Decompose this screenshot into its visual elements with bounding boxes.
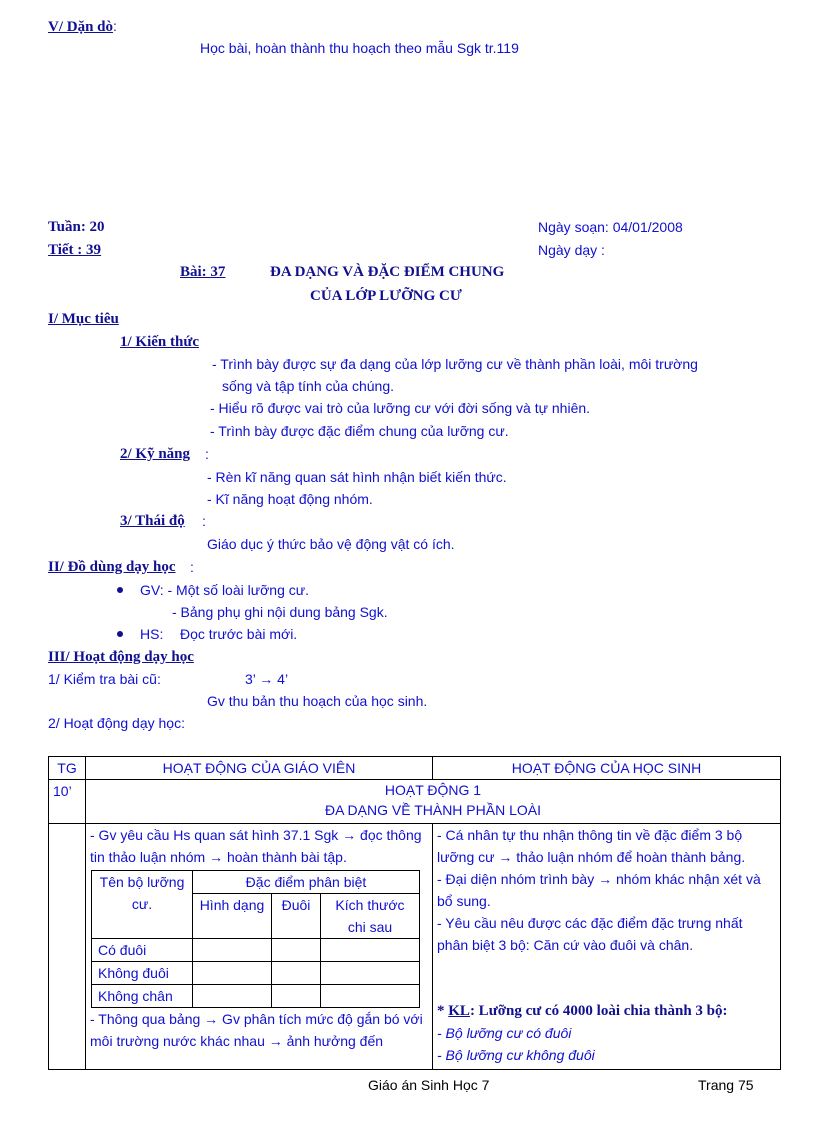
- materials-gv-2: - Bảng phụ ghi nội dung bảng Sgk.: [172, 604, 388, 620]
- cell[interactable]: [193, 985, 272, 1008]
- classification-table: [91, 870, 420, 1008]
- student-cell: [433, 824, 781, 1070]
- lesson-title: ĐA DẠNG VÀ ĐẶC ĐIỂM CHUNG: [270, 264, 505, 280]
- homework-heading: V/ Dặn dò:: [48, 18, 117, 35]
- bullet-icon: [117, 587, 123, 593]
- activity-number: HOẠT ĐỘNG 1: [384, 782, 482, 798]
- activity-title: ĐA DẠNG VỀ THÀNH PHẦN LOÀI: [324, 802, 541, 818]
- cell[interactable]: [272, 939, 321, 962]
- col-shape: Hình dạng: [193, 894, 272, 939]
- colon: :: [190, 559, 194, 575]
- header-student: HOẠT ĐỘNG CỦA HỌC SINH: [433, 757, 781, 780]
- bullet-icon: [117, 631, 123, 637]
- row-label: Không chân: [92, 985, 193, 1008]
- student-text: - Yêu cầu nêu được các đặc điểm đặc trưng nhất phân biệt 3 bộ: Căn cứ vào đuôi và chân.: [437, 915, 743, 953]
- check-time: 3’ → 4’: [245, 671, 289, 687]
- activity-title-cell: [86, 780, 781, 824]
- cell[interactable]: [321, 985, 420, 1008]
- time-cell: 10’: [49, 780, 86, 824]
- teacher-text-2: - Thông qua bảng → Gv phân tích mức độ gắn bó với môi trường nước khác nhau → ảnh hưởng đến: [90, 1011, 423, 1049]
- skills-heading: 2/ Kỹ năng: [120, 446, 191, 462]
- student-text: - Đại diện nhóm trình bày → nhóm khác nhận xét và bổ sung.: [437, 871, 761, 909]
- activities-heading: III/ Hoạt động dạy học: [48, 649, 194, 665]
- skill-item: - Rèn kĩ năng quan sát hình nhận biết kiến thức.: [207, 469, 507, 485]
- materials-gv: GV: - Một số loài lưỡng cư.: [140, 582, 310, 598]
- colon: :: [202, 513, 206, 529]
- lesson-title-2: CỦA LỚP LƯỠNG CƯ: [310, 288, 462, 304]
- cell[interactable]: [272, 985, 321, 1008]
- conclusion-item: - Bộ lưỡng cư không đuôi: [437, 1047, 595, 1063]
- knowledge-item: sống và tập tính của chúng.: [222, 378, 395, 394]
- homework-text: Học bài, hoàn thành thu hoạch theo mẫu Sgk tr.119: [200, 40, 519, 56]
- lesson-number: Bài: 37: [180, 264, 226, 280]
- week: Tuần: 20: [48, 219, 105, 235]
- teach-label: 2/ Hoạt động dạy học:: [48, 715, 185, 731]
- knowledge-item: - Trình bày được đặc điểm chung của lưỡng cư.: [210, 423, 509, 439]
- conclusion-item: - Bộ lưỡng cư có đuôi: [437, 1025, 572, 1041]
- period: Tiết : 39: [48, 242, 102, 258]
- cell[interactable]: [193, 962, 272, 985]
- objectives-heading: I/ Mục tiêu: [48, 311, 119, 327]
- prep-date: Ngày soạn: 04/01/2008: [538, 219, 683, 235]
- skill-item: - Kĩ năng hoạt động nhóm.: [207, 491, 373, 507]
- check-text: Gv thu bản thu hoạch của học sinh.: [207, 693, 428, 709]
- col-features: Đặc điểm phân biệt: [193, 871, 420, 894]
- cell[interactable]: [321, 962, 420, 985]
- cell[interactable]: [193, 939, 272, 962]
- col-name: Tên bộ lưỡng cư.: [92, 871, 193, 939]
- col-legs: Kích thước chi sau: [321, 894, 420, 939]
- row-label: Có đuôi: [92, 939, 193, 962]
- cell[interactable]: [321, 939, 420, 962]
- teacher-text-1: - Gv yêu cầu Hs quan sát hình 37.1 Sgk → đọc thông tin thảo luận nhóm → hoàn thành bài tập.: [90, 827, 422, 865]
- attitude-text: Giáo dục ý thức bảo vệ động vật có ích.: [207, 536, 455, 552]
- teach-date: Ngày dạy :: [538, 242, 605, 258]
- cell[interactable]: [272, 962, 321, 985]
- conclusion: * KL: Lưỡng cư có 4000 loài chia thành 3 bộ:: [437, 1003, 728, 1019]
- footer-book: Giáo án Sinh Học 7: [368, 1077, 490, 1093]
- knowledge-heading: 1/ Kiến thức: [120, 334, 199, 350]
- header-tg: TG: [49, 757, 86, 780]
- footer-page: Trang 75: [698, 1077, 754, 1093]
- row-label: Không đuôi: [92, 962, 193, 985]
- materials-heading: II/ Đồ dùng dạy học: [48, 559, 176, 575]
- colon: :: [205, 446, 209, 462]
- check-label: 1/ Kiểm tra bài cũ:: [48, 671, 161, 687]
- materials-hs-label: HS:: [140, 626, 164, 642]
- materials-hs: Đọc trước bài mới.: [180, 626, 298, 642]
- attitude-heading: 3/ Thái độ: [120, 513, 185, 529]
- student-text: - Cá nhân tự thu nhận thông tin về đặc điểm 3 bộ lưỡng cư → thảo luận nhóm để hoàn thành bảng.: [437, 827, 746, 865]
- empty-time-cell: [49, 824, 86, 1070]
- col-tail: Đuôi: [272, 894, 321, 939]
- header-teacher: HOẠT ĐỘNG CỦA GIÁO VIÊN: [86, 757, 433, 780]
- knowledge-item: - Hiểu rõ được vai trò của lưỡng cư với đời sống và tự nhiên.: [210, 400, 591, 416]
- knowledge-item: - Trình bày được sự đa dạng của lớp lưỡng cư về thành phần loài, môi trường: [212, 356, 698, 372]
- spacer: [437, 956, 776, 1000]
